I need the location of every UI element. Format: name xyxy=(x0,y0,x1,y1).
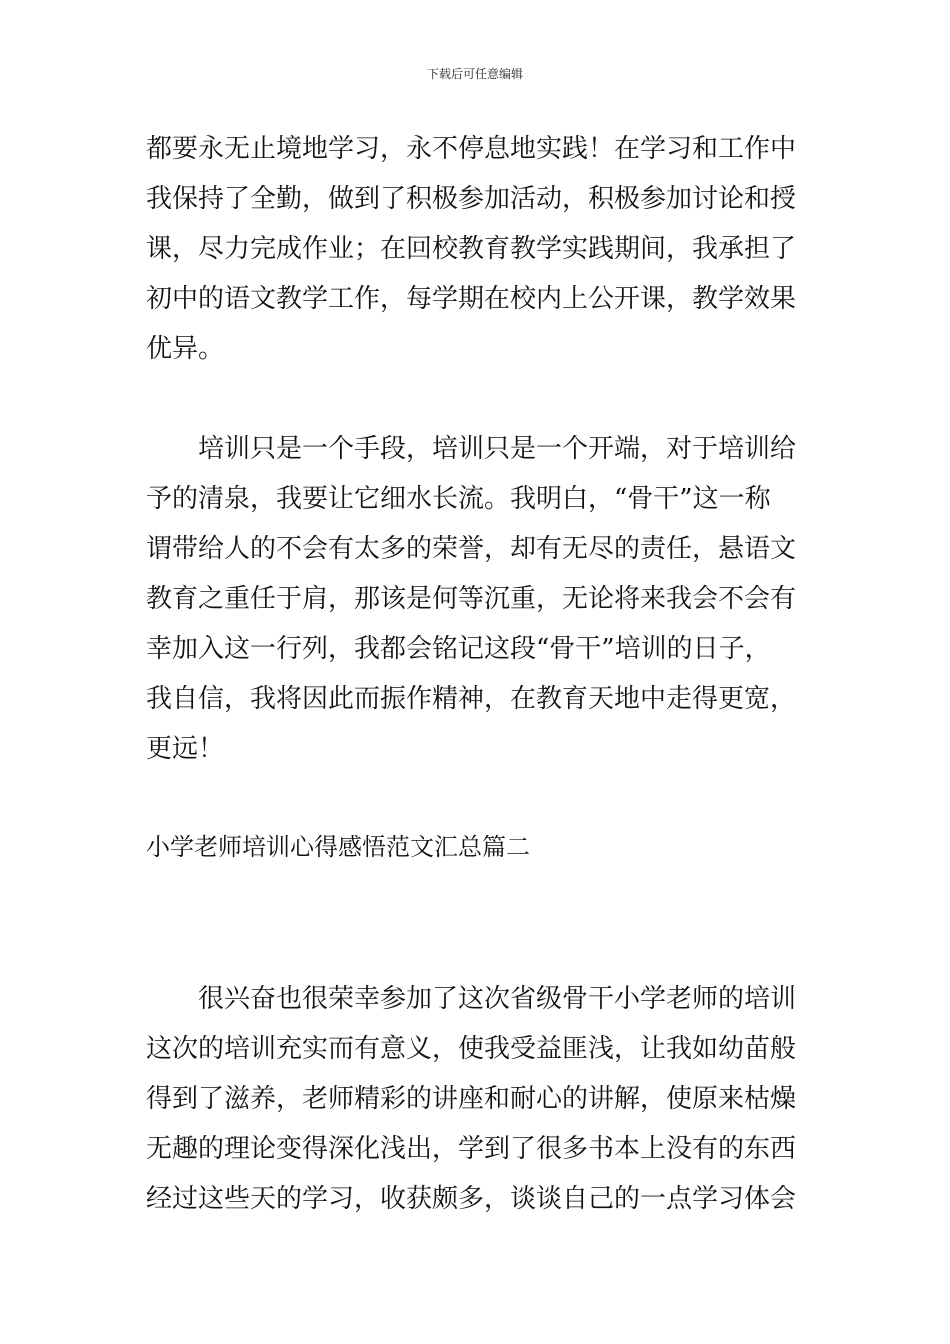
paragraph-1-line: 初中的语文教学工作，每学期在校内上公开课，教学效果 xyxy=(146,284,797,314)
paragraph-1-line: 我保持了全勤，做到了积极参加活动，积极参加讨论和授 xyxy=(146,184,797,214)
paragraph-2-line: 更远！ xyxy=(146,734,225,764)
paragraph-2-line: 幸加入这一行列，我都会铭记这段“骨干”培训的日子， xyxy=(146,634,771,664)
paragraph-3-line: 经过这些天的学习，收获颇多，谈谈自己的一点学习体会 xyxy=(146,1184,797,1214)
paragraph-2-line: 我自信，我将因此而振作精神，在教育天地中走得更宽， xyxy=(146,684,797,714)
paragraph-2-line: 谓带给人的不会有太多的荣誉，却有无尽的责任，悬语文 xyxy=(146,534,797,564)
paragraph-1-line: 优异。 xyxy=(146,334,225,364)
paragraph-3-line: 得到了滋养，老师精彩的讲座和耐心的讲解，使原来枯燥 xyxy=(146,1084,797,1114)
page-header-note: 下载后可任意编辑 xyxy=(426,67,523,81)
paragraph-1-line: 都要永无止境地学习，永不停息地实践！在学习和工作中 xyxy=(146,134,797,164)
paragraph-2-line: 培训只是一个手段，培训只是一个开端，对于培训给 xyxy=(198,434,797,464)
paragraph-3-line: 很兴奋也很荣幸参加了这次省级骨干小学老师的培训 xyxy=(198,984,797,1014)
paragraph-2-line: 予的清泉，我要让它细水长流。我明白，“骨干”这一称 xyxy=(146,484,771,514)
paragraph-1-line: 课，尽力完成作业；在回校教育教学实践期间，我承担了 xyxy=(146,234,797,264)
paragraph-2-line: 教育之重任于肩，那该是何等沉重，无论将来我会不会有 xyxy=(146,584,797,614)
section-heading: 小学老师培训心得感悟范文汇总篇二 xyxy=(146,833,530,861)
paragraph-3-line: 无趣的理论变得深化浅出，学到了很多书本上没有的东西 xyxy=(146,1134,797,1164)
paragraph-3-line: 这次的培训充实而有意义，使我受益匪浅，让我如幼苗般 xyxy=(146,1034,797,1064)
